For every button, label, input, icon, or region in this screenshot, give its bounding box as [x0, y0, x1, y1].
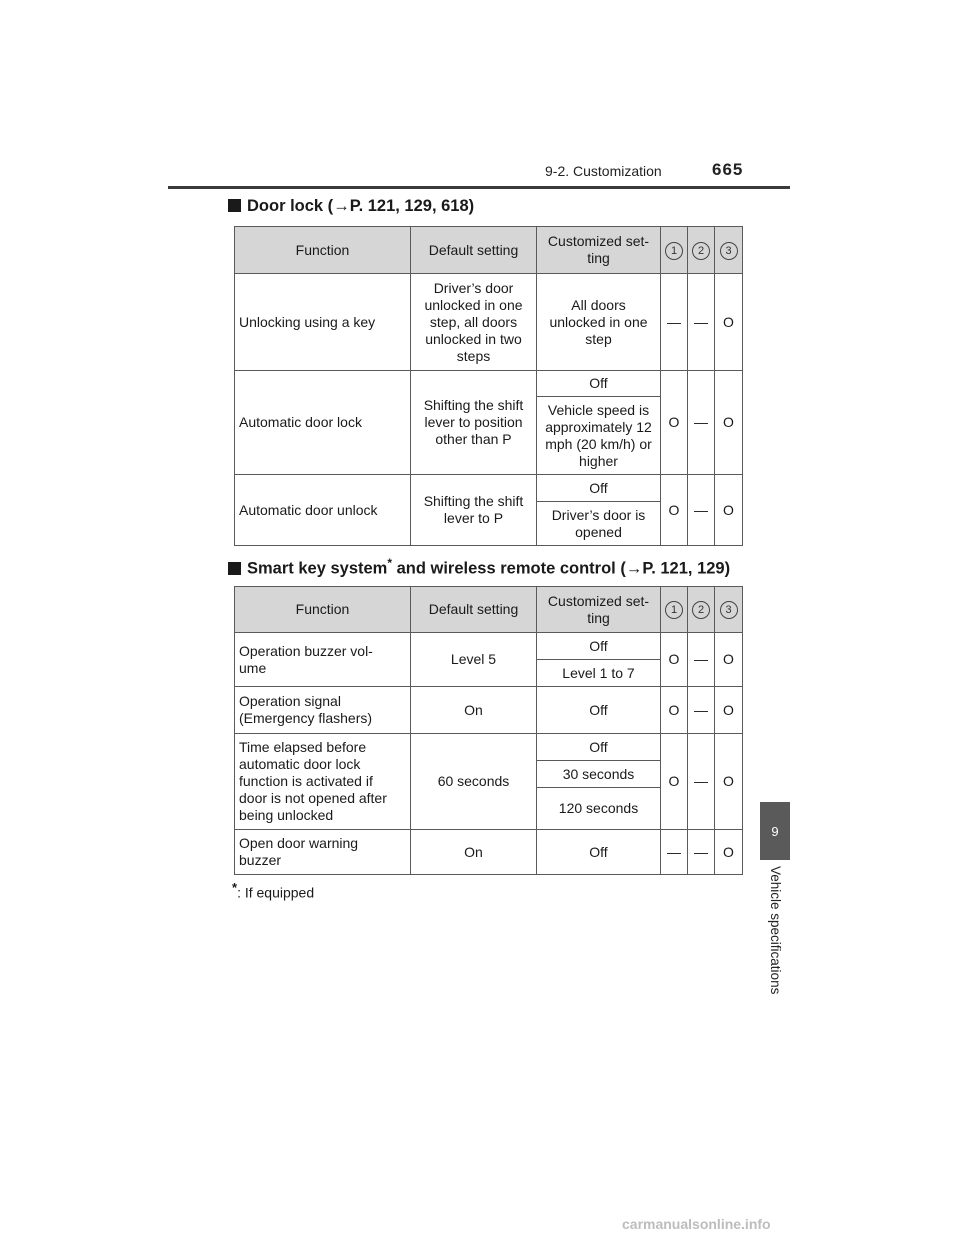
circled-1-icon: 1 — [665, 242, 683, 260]
door-lock-table — [234, 226, 743, 546]
arrow-right-icon: → — [625, 559, 643, 578]
cell-default: Shifting the shift lever to position other than P — [411, 371, 537, 475]
cell-c1: O — [661, 687, 688, 734]
footnote: *: If equipped — [232, 880, 315, 901]
header-col-2 — [688, 227, 715, 274]
cell-custom: Off — [537, 830, 661, 875]
cell-c2: — — [688, 274, 715, 371]
cell-default: On — [411, 687, 537, 734]
header-customized-setting: Customized set- ting — [537, 587, 661, 633]
cell-c1: — — [661, 274, 688, 371]
cell-default: Driver’s door unlocked in one step, all doors unlocked in two steps — [411, 274, 537, 371]
cell-default: 60 seconds — [411, 734, 537, 830]
cell-c2: — — [688, 687, 715, 734]
section-header: 9-2. Customization — [545, 163, 662, 179]
page-number: 665 — [712, 160, 744, 179]
table-row — [235, 475, 743, 502]
cell-default: Level 5 — [411, 633, 537, 687]
cell-default: On — [411, 830, 537, 875]
header-customized-setting: Customized set- ting — [537, 227, 661, 274]
table-row — [235, 371, 743, 397]
circled-3-icon: 3 — [720, 601, 738, 619]
cell-function: Open door warning buzzer — [235, 830, 411, 875]
header-col-3 — [715, 227, 743, 274]
cell-function: Operation buzzer vol- ume — [235, 633, 411, 687]
section-title-door-lock: Door lock (→P. 121, 129, 618) — [228, 197, 474, 216]
table-row — [235, 830, 743, 875]
header-col-2 — [688, 587, 715, 633]
header-divider — [168, 186, 790, 189]
cell-c1: O — [661, 734, 688, 830]
footnote-star: * — [387, 556, 393, 570]
watermark: carmanualsonline.info — [622, 1216, 771, 1232]
cell-custom: Off — [537, 633, 661, 660]
cell-custom: Off — [537, 371, 661, 397]
circled-2-icon: 2 — [692, 242, 710, 260]
cell-c1: O — [661, 475, 688, 546]
cell-c3: O — [715, 687, 743, 734]
header-default-setting: Default setting — [411, 227, 537, 274]
circled-2-icon: 2 — [692, 601, 710, 619]
cell-custom: Off — [537, 475, 661, 502]
cell-c3: O — [715, 633, 743, 687]
header-default-setting: Default setting — [411, 587, 537, 633]
cell-c2: — — [688, 734, 715, 830]
cell-c3: O — [715, 475, 743, 546]
header-col-3 — [715, 587, 743, 633]
chapter-number: 9 — [771, 823, 779, 839]
cell-custom: Vehicle speed is approximately 12 mph (20 km/h) or higher — [537, 397, 661, 475]
cell-function: Unlocking using a key — [235, 274, 411, 371]
section-title-smart-key: Smart key system* and wireless remote control (→P. 121, 129) — [228, 556, 730, 579]
footnote-star: * — [232, 880, 238, 895]
cell-c1: O — [661, 371, 688, 475]
header-function: Function — [235, 227, 411, 274]
cell-c2: — — [688, 475, 715, 546]
cell-custom: Off — [537, 687, 661, 734]
chapter-label-text: Vehicle specifications — [768, 866, 783, 995]
arrow-right-icon: → — [333, 197, 350, 215]
cell-c3: O — [715, 274, 743, 371]
header-col-1 — [661, 227, 688, 274]
cell-c2: — — [688, 830, 715, 875]
cell-custom: 120 seconds — [537, 788, 661, 830]
circled-1-icon: 1 — [665, 601, 683, 619]
cell-default: Shifting the shift lever to P — [411, 475, 537, 546]
smart-key-table — [234, 586, 743, 875]
cell-custom: 30 seconds — [537, 761, 661, 788]
square-bullet-icon — [228, 562, 241, 575]
cell-custom: Level 1 to 7 — [537, 660, 661, 687]
table-row — [235, 734, 743, 761]
header-function: Function — [235, 587, 411, 633]
cell-function: Automatic door lock — [235, 371, 411, 475]
table-row — [235, 274, 743, 371]
cell-c2: — — [688, 633, 715, 687]
header-col-1 — [661, 587, 688, 633]
cell-function: Automatic door unlock — [235, 475, 411, 546]
square-bullet-icon — [228, 199, 241, 212]
cell-c1: — — [661, 830, 688, 875]
cell-c3: O — [715, 734, 743, 830]
table-row — [235, 633, 743, 660]
cell-c3: O — [715, 371, 743, 475]
cell-custom: All doors unlocked in one step — [537, 274, 661, 371]
cell-custom: Off — [537, 734, 661, 761]
chapter-tab[interactable] — [760, 802, 790, 860]
table-header-row — [235, 587, 743, 633]
table-header-row — [235, 227, 743, 274]
cell-custom: Driver’s door is opened — [537, 502, 661, 546]
cell-c1: O — [661, 633, 688, 687]
cell-function: Time elapsed before automatic door lock function is activated if door is not opened after being unlocked — [235, 734, 411, 830]
cell-function: Operation signal (Emergency flashers) — [235, 687, 411, 734]
circled-3-icon: 3 — [720, 242, 738, 260]
table-row — [235, 687, 743, 734]
cell-c2: — — [688, 371, 715, 475]
cell-c3: O — [715, 830, 743, 875]
